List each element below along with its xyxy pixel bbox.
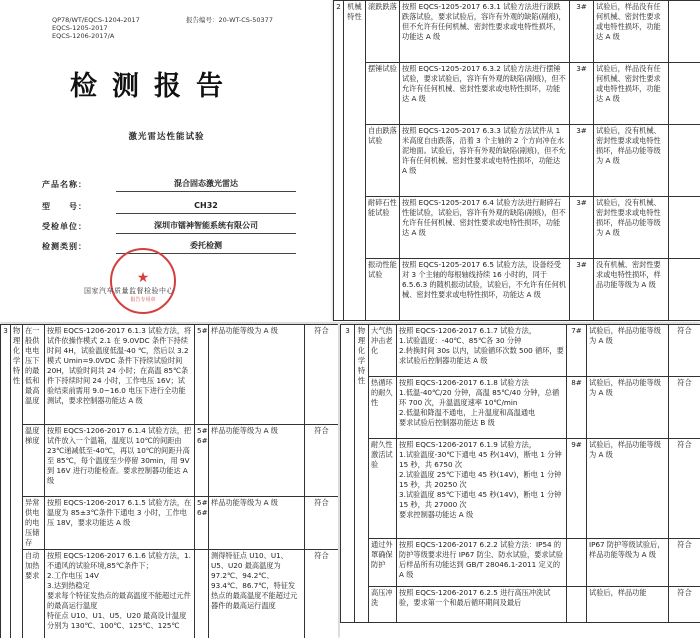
table-row <box>341 439 700 539</box>
field-label: 产品名称： <box>42 180 87 189</box>
condition-cell: 按照 EQCS-1206-2017 6.1.7 试验方法， 1.试验温度：-40℃、85℃各 30 分钟 2.转换时间 30s 以内，试验循环次数 500 循环，要求试验后控制器功能达 A 级 <box>397 325 567 377</box>
field-value: 深圳市镭神智能系统有限公司 <box>116 218 296 234</box>
table-row <box>334 125 700 197</box>
result-cell: 试验后，样品没有任何机械、密封性要求或电特性损坏，功能达 A 级 <box>594 63 669 125</box>
table-row <box>341 377 700 439</box>
row-index: 3 <box>1 325 11 638</box>
seal-star-icon: ★ <box>136 270 150 286</box>
verdict-cell: 符合 <box>669 539 700 587</box>
sample-no-cell: 5# <box>195 325 209 425</box>
sample-no-cell: 3# <box>570 259 594 321</box>
physical-chemical-table-1 <box>0 324 338 638</box>
condition-cell: 按照 EQCS-1205-2017 6.3.1 试验方法进行滚跌跌落试验，要求试验后，容许有外观的缺陷(剐痕)，但不允许有任何机械、密封性要求或电特性损坏，功能达 A 级 <box>400 1 570 63</box>
row-index: 2 <box>334 1 344 321</box>
item-cell: 滚跌跌落 <box>366 1 400 63</box>
sample-no-cell: 3# <box>570 125 594 197</box>
sample-no-cell: 3# <box>570 197 594 259</box>
physical-chemical-table-page-2 <box>340 324 700 638</box>
field-product-name <box>42 176 292 194</box>
result-cell: 试验后，没有机械、密封性要求或电特性损坏，样品功能等级为 A 级 <box>594 197 669 259</box>
result-cell: 试验后，样品功能等级为 A 级 <box>587 439 669 539</box>
result-cell: 没有机械、密封性要求或电特性损坏，样品功能等级为 A 级 <box>594 259 669 321</box>
table-row <box>334 259 700 321</box>
result-cell: 试验后，样品功能等级为 A 级 <box>587 377 669 439</box>
sample-no-cell: 3# <box>570 63 594 125</box>
verdict-cell: 符合 <box>669 439 700 539</box>
sample-no-cell <box>567 539 587 587</box>
condition-cell: 按照 EQCS-1205-2017 6.3.3 试验方法试件从 1 米高度自由跌落，沿着 3 个主轴的 2 个方向冲在水泥地面。试验后，容许有外观的缺陷(剐痕)，但不允许有任何机械、密封性要求或电特性损坏，功能达 A 级 <box>400 125 570 197</box>
verdict-cell <box>669 1 700 63</box>
seal-text: 报告专用章 <box>130 297 156 303</box>
report-title: 检测报告 <box>70 71 238 102</box>
sample-no-cell <box>567 587 587 623</box>
sample-no-cell: 5# 6# <box>195 425 209 497</box>
field-label: 受检单位： <box>42 222 87 231</box>
red-seal-stamp <box>110 248 176 314</box>
item-cell: 耐碎石性能试验 <box>366 197 400 259</box>
field-value: 混合固态激光雷达 <box>116 176 296 192</box>
condition-cell: 按照 EQCS-1206-2017 6.1.6 试验方法，1.不通风的试验环境,85℃条件下； 2.工作电压 14V 3.达到热稳定 要求每个特征发热点的最高温度不能超过元件的最高运行温度 特征点 U10、U1、U5、U20 最高设计温度分别为 130℃、100℃、125℃、125℃ <box>45 550 195 638</box>
standard-codes <box>52 16 140 40</box>
field-test-type <box>42 238 292 256</box>
sample-no-cell: 9# <box>567 439 587 539</box>
standard-code: EQCS-1206-2017/A <box>52 32 115 40</box>
condition-cell: 按照 EQCS-1206-2017 6.1.3 试验方法，将试件依操作模式 2.1 在 9.0VDC 条件下持续时间 4H，试验温度低温-40 ℃，然后以 3.2 模式 Umin=9.0VDC 条件下持续试验时间 20H，试验时间共 24 小时；在高温 85℃条件下持续时间 24 小时，工作电压 16V；试验结束前需用 9.0~16.0 电压下进行全功能测试，要求控制器功能达 A 级 <box>45 325 195 425</box>
report-subtitle: 激光雷达性能试验 <box>128 132 205 142</box>
condition-cell: 按照 EQCS-1205-2017 6.5 试验方法，设备经受对 3 个主轴的每根轴线持续 16 小时的，同于 6.5.6.3 的随机振动试验，试验后，不允许有任何机械、密封性要求或电特性损坏，功能达 A 级 <box>400 259 570 321</box>
physical-chemical-table-2 <box>340 324 700 623</box>
table-row <box>1 550 339 638</box>
verdict-cell: 符合 <box>669 377 700 439</box>
result-cell: 测得特征点 U10、U1、U5、U20 最高温度为 97.2℃、94.2℃、93.4℃、86.7℃，特征发热点的最高温度不能超过元器件的最高运行温度 <box>209 550 305 638</box>
result-cell: 试验后，样品功能等级为 A 级 <box>587 325 669 377</box>
condition-cell: 按照 EQCS-1206-2017 6.2.5 进行高压冲洗试验，要求第一个和最后循环期间及最后 <box>397 587 567 623</box>
row-index: 3 <box>341 325 355 623</box>
table-row <box>1 497 339 550</box>
verdict-cell: 符合 <box>305 325 339 425</box>
field-client <box>42 218 292 236</box>
sample-no-cell: 7# <box>567 325 587 377</box>
testing-center-name: 国家汽车质量监督检验中心 <box>84 287 174 295</box>
field-label: 检测类别： <box>42 242 87 251</box>
condition-cell: 按照 EQCS-1205-2017 6.4 试验方法进行耐碎石性能试验，试验后，容许有外观的缺陷(剐痕)，但不允许有任何机械、密封性要求或电特性损坏，功能达 A 级 <box>400 197 570 259</box>
table-row <box>1 325 339 425</box>
table-row <box>341 587 700 623</box>
table-row <box>341 325 700 377</box>
field-model <box>42 198 292 216</box>
field-value: 委托检测 <box>116 238 296 254</box>
item-cell: 通过外罩确保防护 <box>369 539 397 587</box>
item-cell: 振动性能试验 <box>366 259 400 321</box>
report-number <box>186 16 273 24</box>
table-row <box>334 197 700 259</box>
table-row <box>334 63 700 125</box>
verdict-cell: 符合 <box>305 425 339 497</box>
result-cell: 试验后，没有机械、密封性要求或电特性损坏，样品功能等级为 A 级 <box>594 125 669 197</box>
field-label: 型 号： <box>42 202 87 211</box>
report-cover-page <box>0 0 333 322</box>
result-cell: 样品功能等级为 A 级 <box>209 497 305 550</box>
condition-cell: 按照 EQCS-1206-2017 6.2.2 试验方法：IP54 的防护等级要求进行 IP67 防尘、防水试验，要求试验后样品所有功能达到 GB/T 28046.1-2011 定义的 A 级 <box>397 539 567 587</box>
condition-cell: 按照 EQCS-1206-2017 6.1.8 试验方法 1.低温-40℃/20 分钟，高温 85℃/40 分钟，总循环 700 次，升温温度速率 10℃/min 2.低温和降温不通电，上升温度和高温通电 要求试验后控制器功能达 B 级 <box>397 377 567 439</box>
category-cell: 物理化学特性 <box>11 325 23 638</box>
item-cell: 高压冲洗 <box>369 587 397 623</box>
sample-no-cell: 5# 6# <box>195 497 209 550</box>
condition-cell: 按照 EQCS-1205-2017 6.3.2 试验方法进行摆锤试验，要求试验后，容许有外观的缺陷(剐痕)，但不允许有任何机械、密封性要求或电特性损坏，功能达 A 级 <box>400 63 570 125</box>
result-cell: 样品功能等级为 A 级 <box>209 325 305 425</box>
condition-cell: 按照 EQCS-1206-2017 6.1.5 试验方法，在温度为 85±3℃条件下通电 3 小时，工作电压 18V，要求功能达 A 级 <box>45 497 195 550</box>
category-cell: 物理化学特性 <box>355 325 369 623</box>
mechanical-test-table-page <box>333 0 700 322</box>
verdict-cell: 符合 <box>669 587 700 623</box>
condition-cell: 按照 EQCS-1206-2017 6.1.9 试验方法， 1.试验温度-30℃下通电 45 秒(14V)，断电 1 分钟 15 秒，共 6750 次 2.试验温度 25℃下通电 45 秒(14V)，断电 1 分钟 15 秒，共 20250 次 3.试验温度 85℃下通电 45 秒(14V)，断电 1 分钟 15 秒，共 27000 次 要求控制器功能达 A 级 <box>397 439 567 539</box>
result-cell: 试验后，样品功能 <box>587 587 669 623</box>
report-number-value: 20-WT-CS-50377 <box>218 16 273 24</box>
item-cell: 大气热冲击老化 <box>369 325 397 377</box>
verdict-cell: 符合 <box>669 325 700 377</box>
category-cell: 机械特性 <box>344 1 366 321</box>
result-cell: 试验后，样品没有任何机械、密封性要求或电特性损坏，功能达 A 级 <box>594 1 669 63</box>
sample-no-cell <box>195 550 209 638</box>
verdict-cell: 符合 <box>305 497 339 550</box>
verdict-cell <box>669 125 700 197</box>
item-cell: 自由跌落试验 <box>366 125 400 197</box>
physical-chemical-table-page-1 <box>0 324 338 638</box>
sample-no-cell: 3# <box>570 1 594 63</box>
mechanical-test-table <box>333 0 700 321</box>
result-cell: IP67 防护等级试验后，样品功能等级为 A 级 <box>587 539 669 587</box>
report-number-label: 报告编号： <box>186 16 219 24</box>
condition-cell: 按照 EQCS-1206-2017 6.1.4 试验方法，把试件放入一个温箱，温度以 10℃的间距由 23℃递减低至-40℃，再以 10℃的间距升高至 85℃，每个温度至少停留 30min，用 9V 到 16V 进行功能检查。要求控制器功能达 A 级 <box>45 425 195 497</box>
table-row <box>334 1 700 63</box>
field-value: CH32 <box>116 198 296 214</box>
item-cell: 温度梯度 <box>23 425 45 497</box>
sample-no-cell: 8# <box>567 377 587 439</box>
result-cell: 样品功能等级为 A 级 <box>209 425 305 497</box>
item-cell: 在一般供电电压下的最低和最高温度 <box>23 325 45 425</box>
item-cell: 摆锤试验 <box>366 63 400 125</box>
verdict-cell <box>669 63 700 125</box>
table-row <box>341 539 700 587</box>
item-cell: 异常供电的电压储存 <box>23 497 45 550</box>
table-row <box>1 425 339 497</box>
verdict-cell <box>669 259 700 321</box>
item-cell: 热循环的耐久性 <box>369 377 397 439</box>
verdict-cell <box>669 197 700 259</box>
item-cell: 自动加热要求 <box>23 550 45 638</box>
item-cell: 耐久性激活试验 <box>369 439 397 539</box>
standard-code: EQCS-1205-2017 <box>52 24 108 32</box>
standard-code: QP78/WT/EQCS-1204-2017 <box>52 16 140 24</box>
verdict-cell: 符合 <box>305 550 339 638</box>
